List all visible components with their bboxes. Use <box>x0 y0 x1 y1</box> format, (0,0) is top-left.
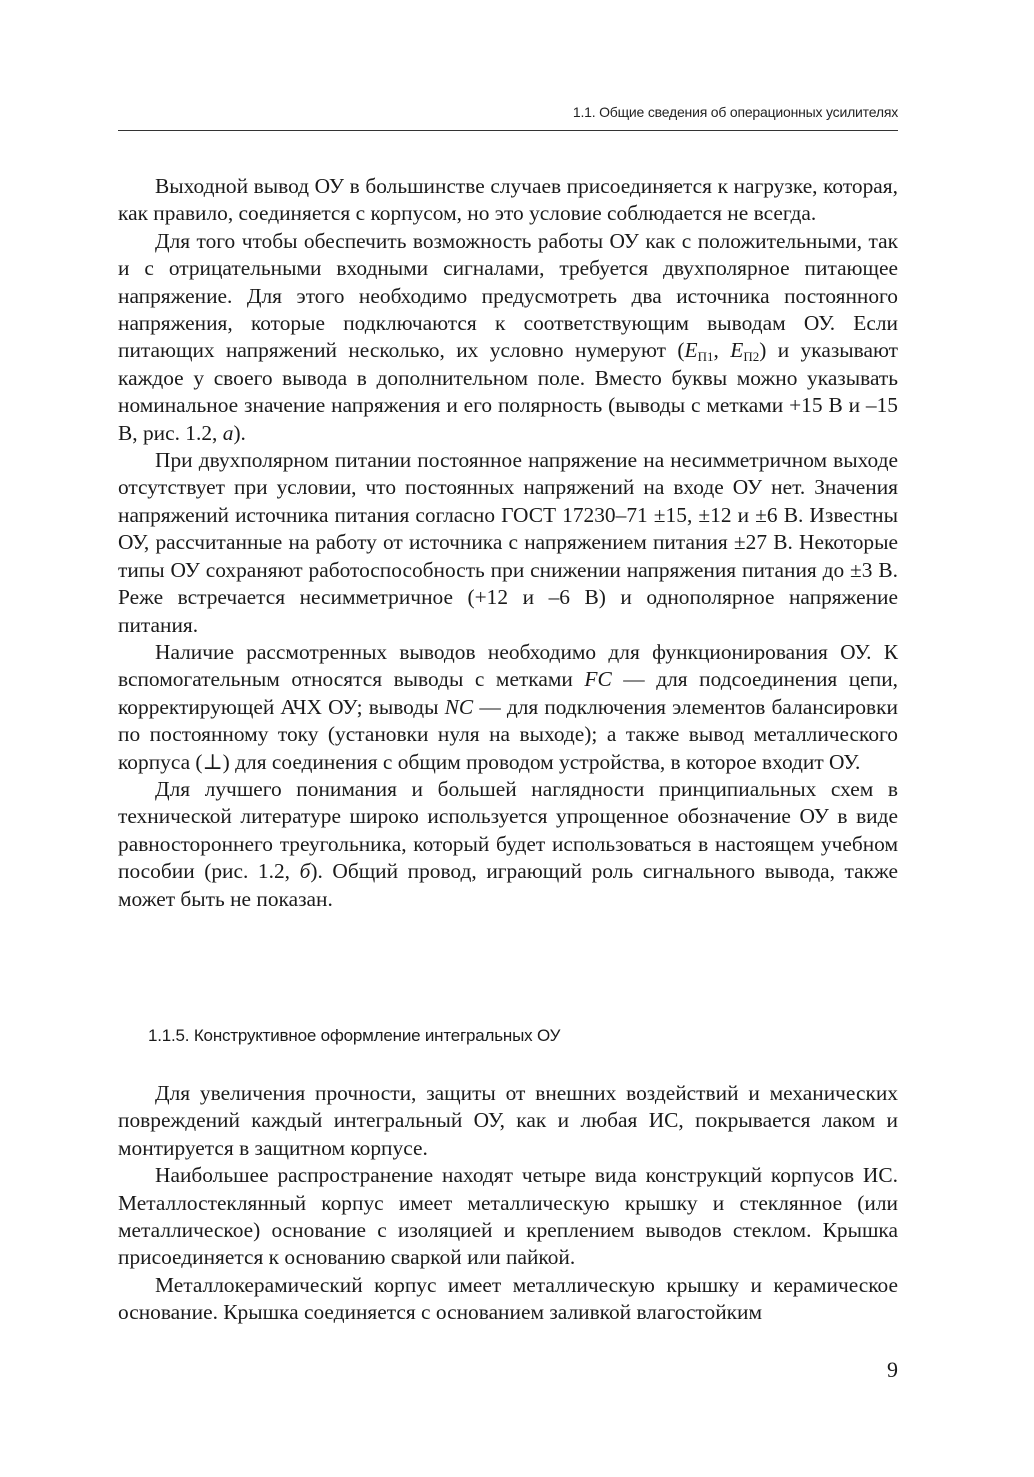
text-block-lower <box>118 1080 898 1327</box>
text-run: — для подсоединения цепи, корректирующей АЧХ ОУ; выводы <box>118 667 898 719</box>
text-run: , <box>713 338 731 363</box>
figure-ref: б <box>299 859 311 884</box>
paragraph-package-types: Наибольшее распространение находят четыре вида конструкций корпусов ИС. Металлостеклянный корпус имеет металлическую крышку и стеклянное (или металлическое) основание с изоляцией и креплением выводов стеклом. Крышка присоединяется к основанию сваркой или пайкой. <box>118 1163 898 1270</box>
text-run: ). <box>233 420 246 445</box>
paragraph-auxiliary-pins <box>118 639 898 776</box>
paragraph-metal-ceramic: Металлокерамический корпус имеет металлическую крышку и керамическое основание. Крышка соединяется с основанием заливкой влагостойким <box>118 1272 898 1325</box>
text-block-upper <box>118 173 898 913</box>
text-run: Для того чтобы обеспечить возможность работы ОУ как с положительными, так и с отрицательными входными сигналами, требуется двухполярное питающее напряжение. Для этого необходимо предусмотреть два источника постоянного напряжения, которые подключаются к соответствующим выводам ОУ. Если питающих напряжений несколько, их условно нумеруют ( <box>118 228 898 363</box>
text-run: Наличие рассмотренных выводов необходимо для функционирования ОУ. К вспомогательным относятся выводы с метками <box>118 639 898 692</box>
text-run: ). Общий провод, играющий роль сигнального вывода, также может быть не показан. <box>118 859 898 911</box>
header-rule <box>118 130 898 131</box>
text-run: ) и указывают каждое у своего вывода в дополнительном поле. Вместо буквы можно указывать номинальное значение напряжения и его полярность (выводы с метками +15 В и –15 В, рис. 1.2, <box>118 338 898 445</box>
pin-label-fc: FC <box>584 667 612 692</box>
voltage-symbol: E <box>730 338 744 363</box>
paragraph-protection: Для увеличения прочности, защиты от внешних воздействий и механических повреждений каждый интегральный ОУ, как и любая ИС, покрывается лаком и монтируется в защитном корпусе. <box>118 1081 898 1160</box>
section-heading: 1.1.5. Конструктивное оформление интегральных ОУ <box>148 1026 561 1045</box>
subscript: П2 <box>743 349 760 365</box>
paragraph-triangle-symbol <box>118 776 898 913</box>
figure-ref: а <box>222 420 234 445</box>
paragraph-bipolar-supply <box>118 228 898 447</box>
page-number: 9 <box>887 1357 898 1382</box>
text-run: Для лучшего понимания и большей наглядности принципиальных схем в технической литературе широко используется упрощенное обозначение ОУ в виде равностороннего треугольника, который будет использоваться в настоящем учебном пособии (рис. 1.2, <box>118 776 898 884</box>
pin-label-nc: NC <box>444 694 474 719</box>
paragraph-output-pin: Выходной вывод ОУ в большинстве случаев присоединяется к нагрузке, которая, как правило, соединяется с корпусом, но это условие соблюдается не всегда. <box>118 174 898 226</box>
running-head: 1.1. Общие сведения об операционных усилителях <box>572 104 898 120</box>
subscript: П1 <box>697 349 714 365</box>
voltage-symbol: E <box>684 338 698 363</box>
paragraph-supply-values: При двухполярном питании постоянное напряжение на несимметричном выходе отсутствует при условии, что постоянных напряжений на входе ОУ нет. Значения напряжений источника питания согласно ГОСТ 17230–71 ±15, ±12 и ±6 В. Известны ОУ, рассчитанные на работу от источника с напряжением питания ±27 В. Некоторые типы ОУ сохраняют работоспособность при снижении напряжения питания до ±3 В. Реже встречается несимметричное (+12 и –6 В) и однополярное напряжение питания. <box>118 448 898 637</box>
text-run: — для подключения элементов балансировки по постоянному току (установки нуля на выходе); а также вывод металлического корпуса (⊥) для соединения с общим проводом устройства, в которое входит ОУ. <box>118 694 898 774</box>
